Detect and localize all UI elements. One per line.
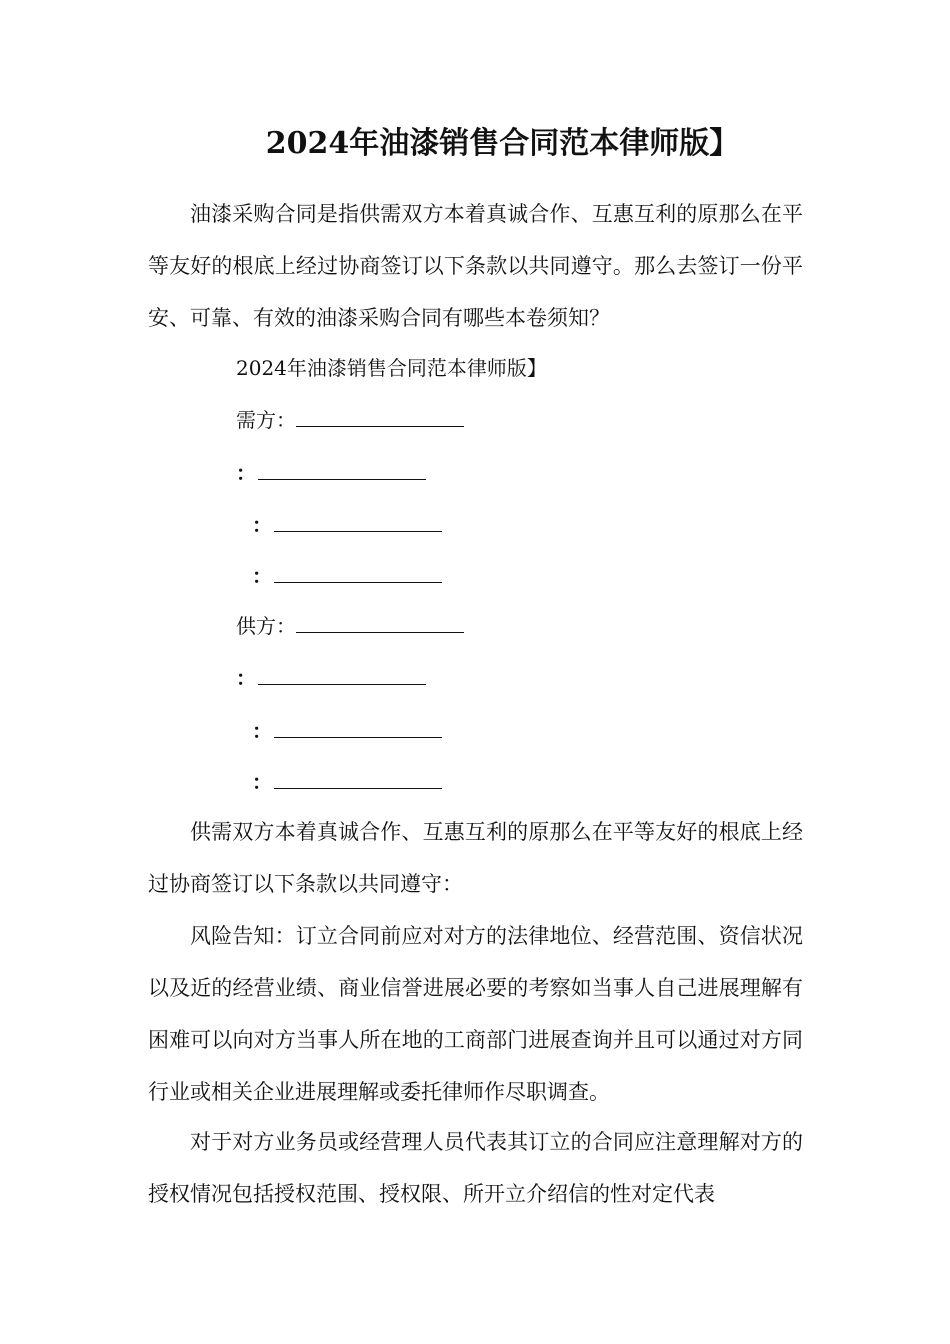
supplier-detail-field xyxy=(252,767,442,797)
supplier-label: 供方： xyxy=(236,614,296,638)
agreement-paragraph: 供需双方本着真诚合作、互惠互利的原那么在平等友好的根底上经过协商签订以下条款以共同遵守： xyxy=(148,820,803,896)
risk-notice-paragraph: 风险告知：订立合同前应对对方的法律地位、经营范围、资信状况以及近的经营业绩、商业信誉进展必要的考察如当事人自己进展理解有困难可以向对方当事人所在地的工商部门进展查询并且可以通过对方同行业或相关企业进展理解或委托律师作尽职调查。 xyxy=(148,924,803,1104)
supplier-detail-blank xyxy=(258,664,426,685)
buyer-blank xyxy=(296,406,464,427)
field-colon: ： xyxy=(252,770,272,794)
authority-notice-paragraph: 对于对方业务员或经营理人员代表其订立的合同应注意理解对方的授权情况包括授权范围、授权限、所开立介绍信的性对定代表 xyxy=(148,1130,803,1206)
contract-subtitle: 2024年油漆销售合同范本律师版】 xyxy=(236,356,547,380)
field-colon: ： xyxy=(236,666,256,690)
buyer-detail-field xyxy=(236,458,426,488)
intro-paragraph: 油漆采购合同是指供需双方本着真诚合作、互惠互利的原那么在平等友好的根底上经过协商签订以下条款以共同遵守。那么去签订一份平安、可靠、有效的油漆采购合同有哪些本卷须知？ xyxy=(148,202,803,330)
buyer-field xyxy=(236,405,464,435)
buyer-detail-blank xyxy=(274,511,442,532)
document-title: 2024年油漆销售合同范本律师版】 xyxy=(265,126,740,161)
supplier-field xyxy=(236,611,464,641)
buyer-detail-blank xyxy=(274,562,442,583)
field-colon: ： xyxy=(252,513,272,537)
buyer-detail-blank xyxy=(258,459,426,480)
field-colon: ： xyxy=(252,564,272,588)
buyer-label: 需方： xyxy=(236,408,296,432)
field-colon: ： xyxy=(236,461,256,485)
field-colon: ： xyxy=(252,719,272,743)
supplier-detail-blank xyxy=(274,768,442,789)
supplier-detail-blank xyxy=(274,717,442,738)
supplier-detail-field xyxy=(236,663,426,693)
buyer-detail-field xyxy=(252,561,442,591)
buyer-detail-field xyxy=(252,510,442,540)
supplier-blank xyxy=(296,612,464,633)
supplier-detail-field xyxy=(252,716,442,746)
